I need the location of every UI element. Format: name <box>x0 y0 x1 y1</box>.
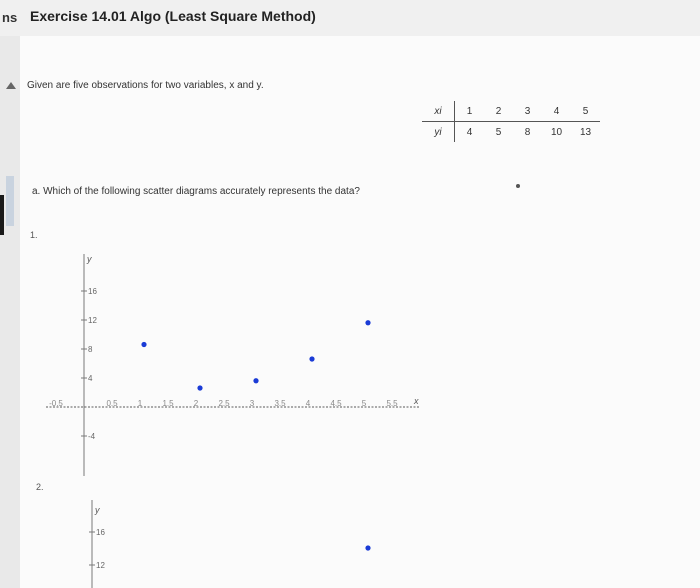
x-tick-label: 1.5 <box>162 399 174 408</box>
x-value: 1 <box>455 101 485 122</box>
y-axis-label: y <box>87 254 92 264</box>
x-tick-label: 4 <box>305 399 311 408</box>
x-tick-label: 5 <box>361 399 367 408</box>
y-axis-label: y <box>95 505 100 515</box>
x-tick-label: 0.5 <box>106 399 118 408</box>
y-value: 13 <box>579 126 592 138</box>
x-tick-label: 2.5 <box>218 399 230 408</box>
x-row-header: xi <box>422 101 455 122</box>
option-2-label[interactable]: 2. <box>36 482 44 492</box>
question-intro: Given are five observations for two variables, x and y. <box>27 80 264 91</box>
x-tick-label: 2 <box>193 399 199 408</box>
y-row-header: yi <box>422 122 455 143</box>
y-tick-label: 12 <box>88 316 97 325</box>
x-tick-label: 3.5 <box>274 399 286 408</box>
y-value: 4 <box>466 126 473 138</box>
part-a-question: a. Which of the following scatter diagrams accurately represents the data? <box>32 186 360 197</box>
y-tick-label: 16 <box>88 287 97 296</box>
page-title: Exercise 14.01 Algo (Least Square Method) <box>30 8 316 24</box>
data-point <box>365 545 370 550</box>
y-tick-label: -4 <box>88 432 96 441</box>
x-tick-label: 1 <box>137 399 143 408</box>
x-value: 5 <box>571 101 600 122</box>
y-tick-label: 12 <box>96 561 105 570</box>
y-value: 10 <box>550 126 563 138</box>
tab-prefix[interactable]: ns <box>2 10 18 25</box>
x-value: 4 <box>542 101 571 122</box>
x-value: 2 <box>484 101 513 122</box>
x-axis-label: x <box>414 396 419 406</box>
x-tick-label: 3 <box>249 399 255 408</box>
option-1-label[interactable]: 1. <box>30 230 38 240</box>
y-tick-label: 16 <box>96 528 105 537</box>
x-tick-label: 5.5 <box>386 399 398 408</box>
x-tick-label: -0.5 <box>49 399 63 408</box>
y-value: 5 <box>495 126 502 138</box>
y-tick-label: 8 <box>88 345 93 354</box>
y-tick-label: 4 <box>88 374 93 383</box>
y-value: 8 <box>524 126 531 138</box>
x-value: 3 <box>513 101 542 122</box>
x-tick-label: 4.5 <box>330 399 342 408</box>
